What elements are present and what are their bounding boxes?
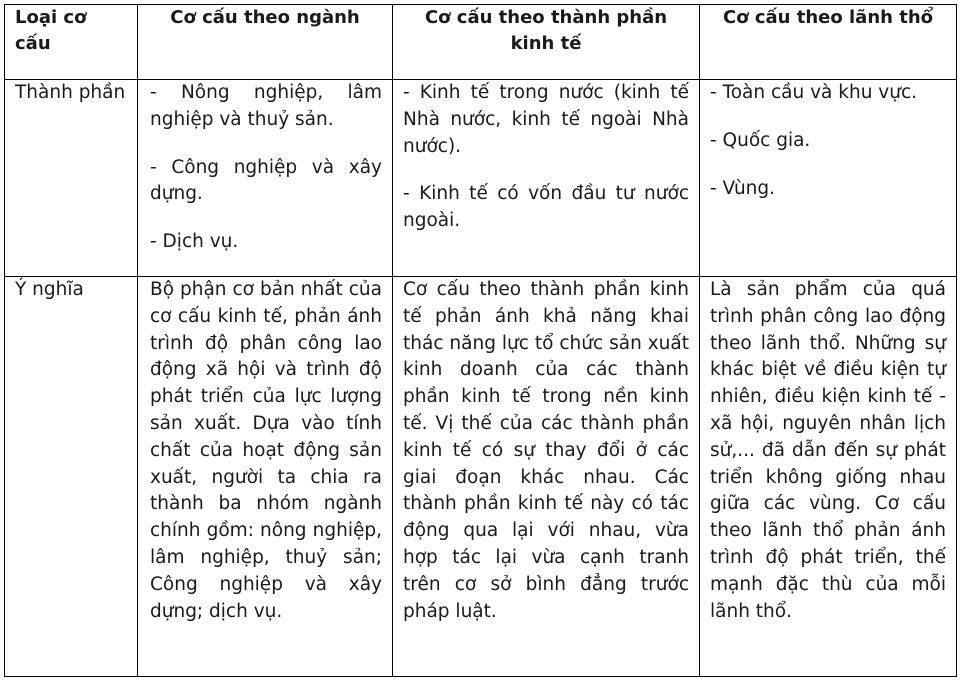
header-by-sector: Cơ cấu theo ngành <box>138 5 393 80</box>
list-item: - Quốc gia. <box>710 129 811 151</box>
meaning-text: Cơ cấu theo thành phần kinh tế phản ánh khả năng khai thác năng lực tổ chức sản xuất kinh doanh của các thành phần kinh tế trong nền kinh tế. Vị thế của các thành phần kinh tế có sự thay đổi ở các giai đoạn khác nhau. Các thành phần kinh tế này có tác động qua lại với nhau, vừa hợp tác lại vừa cạnh tranh trên cơ sở bình đẳng trước pháp luật. <box>403 279 689 622</box>
cell-sector-components <box>138 80 393 277</box>
list-item: - Dịch vụ. <box>150 231 239 253</box>
economic-structure-table <box>4 4 957 677</box>
table-row-meaning <box>5 277 957 677</box>
list-item: - Kinh tế có vốn đầu tư nước ngoài. <box>403 183 689 232</box>
header-row <box>5 5 957 80</box>
table-row-components <box>5 80 957 277</box>
meaning-text: Là sản phẩm của quá trình phân công lao động theo lãnh thổ. Những sự khác biệt về điều kiện tự nhiên, điều kiện kinh tế - xã hội, nguyên nhân lịch sử,... đã dẫn đến sự phát triển không giống nhau giữa các vùng. Cơ cấu theo lãnh thổ phản ánh trình độ phát triển, thế mạnh đặc thù của mỗi lãnh thổ. <box>710 279 946 622</box>
header-by-territory: Cơ cấu theo lãnh thổ <box>700 5 957 80</box>
cell-economic-components <box>393 80 700 277</box>
cell-sector-meaning <box>138 277 393 677</box>
list-item: - Toàn cầu và khu vực. <box>710 82 918 103</box>
list-item: - Nông nghiệp, lâm nghiệp và thuỷ sản. <box>150 82 382 130</box>
cropped-text-line <box>10 678 950 685</box>
header-type: Loại cơ cấu <box>5 5 138 80</box>
list-item: - Vùng. <box>710 177 776 199</box>
row-label-meaning: Ý nghĩa <box>5 277 138 677</box>
cell-economic-meaning <box>393 277 700 677</box>
row-label-components: Thành phần <box>5 80 138 277</box>
list-item: - Công nghiệp và xây dựng. <box>150 156 382 205</box>
header-by-economic-component: Cơ cấu theo thành phần kinh tế <box>393 5 700 80</box>
cell-territory-components <box>700 80 957 277</box>
list-item: - Kinh tế trong nước (kinh tế Nhà nước, kinh tế ngoài Nhà nước). <box>403 82 689 157</box>
cell-territory-meaning <box>700 277 957 677</box>
meaning-text: Bộ phận cơ bản nhất của cơ cấu kinh tế, phản ánh trình độ phân công lao động xã hội và trình độ phát triển của lực lượng sản xuất. Dựa vào tính chất của hoạt động sản xuất, người ta chia ra thành ba nhóm ngành chính gồm: nông nghiệp, lâm nghiệp, thuỷ sản; Công nghiệp và xây dựng; dịch vụ. <box>150 279 382 622</box>
